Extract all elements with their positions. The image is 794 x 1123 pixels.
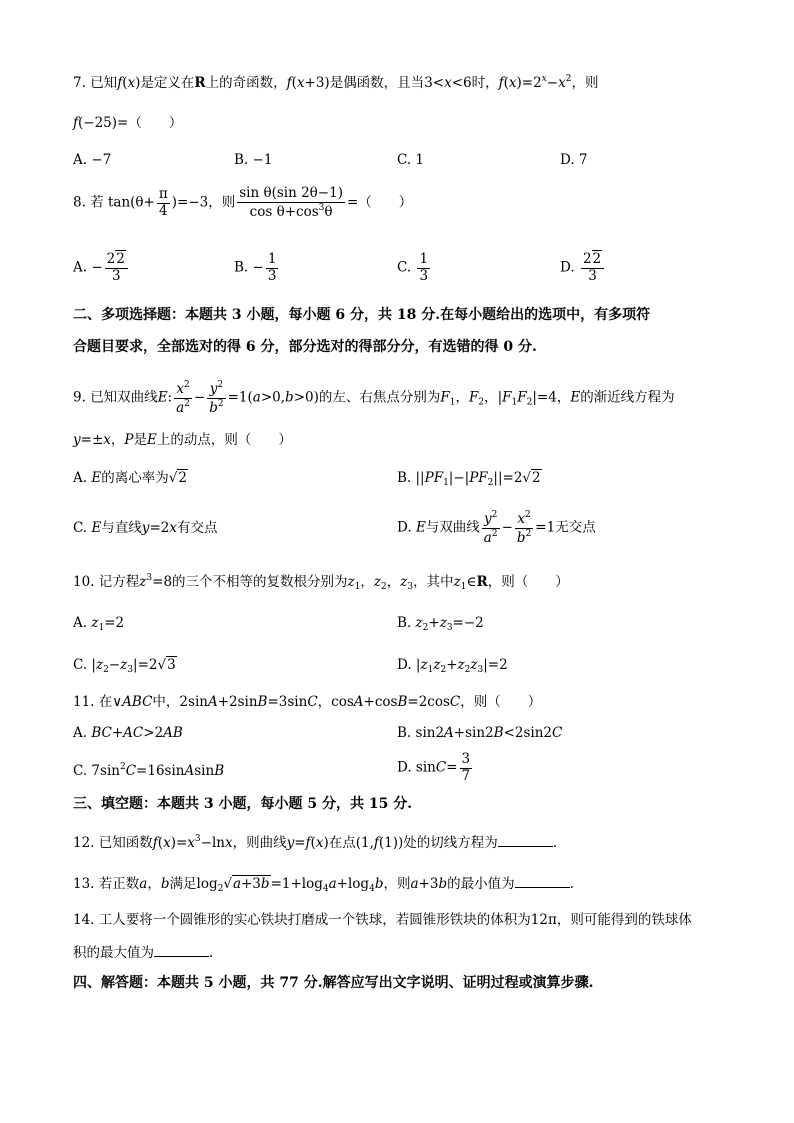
- q11-option-b: B. sin2A+sin2B<2sin2C: [397, 725, 563, 741]
- q13-stem: 13. 若正数a，b满足$\log_2√a+3b=1+\log_4a+\log_4b$，则a+3b的最小值为 .: [73, 876, 574, 894]
- q14-number: 14.: [73, 912, 95, 928]
- q11-option-c: C. $7\sin^2C=16sinAsinB$: [73, 762, 225, 779]
- q13-answer-blank[interactable]: [515, 875, 570, 888]
- q8-option-c: C. $\frac{1}{3}$: [397, 251, 429, 284]
- q9-stem-line2: y=±x，P是E上的动点，则（ ）: [73, 432, 292, 448]
- q12-answer-blank[interactable]: [498, 834, 553, 847]
- q10-option-a: A. $z_1=2$: [73, 615, 125, 633]
- q9-number: 9.: [73, 389, 86, 406]
- q9-stem: 9. 已知双曲线E: $\frac{x^2}{a^2}$ − $\frac{y^2}{b^2}$ =1(a>0,b>0)的左、右焦点分别为$F_1$，$F_2$，$|F_1F_2|=4$，E的渐近线方程为: [73, 380, 675, 416]
- q14-answer-blank[interactable]: [154, 944, 209, 957]
- q12-stem: 12. 已知函数$f(x)=x^3-\ln x$，则曲线y=f(x)在点(1,f(1))处的切线方程为 .: [73, 834, 558, 851]
- q9-option-b: B. $||PF_1|-|PF_2||=2√2$: [397, 470, 541, 488]
- q7-option-c: C. 1: [397, 152, 425, 168]
- q12-number: 12.: [73, 835, 95, 851]
- q7-option-a: A. −7: [73, 152, 112, 168]
- q7-option-d: D. 7: [560, 152, 588, 168]
- q13-number: 13.: [73, 876, 95, 892]
- section-3-heading: 三、填空题：本题共 3 小题，每小题 5 分，共 15 分.: [73, 796, 413, 812]
- q7-stem-line2: f(−25)=（ ）: [73, 115, 183, 131]
- q8-stem: 8. 若 tan(θ+ $\frac{\pi}{4}$ )=−3，则 $\frac{\text{sin θ(sin 2θ−1)}}{\cos \theta+\cos^3\theta}$ =（ ）: [73, 185, 413, 220]
- q10-option-b: B. $z_2+z_3=-2$: [397, 615, 484, 633]
- q8-option-d: D. $\frac{22}{3}$: [560, 252, 606, 284]
- q8-option-b: B. − $\frac{1}{3}$: [234, 251, 277, 284]
- q11-option-d: D. sinC= $\frac{3}{7}$: [397, 751, 471, 784]
- q9-option-a: A. E的离心率为√2: [73, 470, 187, 486]
- q8-option-a: A. − $\frac{22}{3}$: [73, 252, 130, 284]
- q8-number: 8.: [73, 194, 86, 211]
- q11-number: 11.: [73, 694, 95, 710]
- section-2-heading-line2: 合题目要求，全部选对的得 6 分，部分选对的得部分分，有选错的得 0 分.: [73, 339, 537, 355]
- q7-number: 7.: [73, 75, 86, 91]
- q11-stem: 11. 在∨ABC中，2sinA+2sinB=3sinC，cosA+cosB=2cosC，则（ ）: [73, 694, 542, 710]
- q10-option-d: D. $|z_1z_2+z_2z_3|=2$: [397, 657, 508, 675]
- q14-stem-line2: 积的最大值为 .: [73, 945, 214, 961]
- section-2-heading: 二、多项选择题：本题共 3 小题，每小题 6 分，共 18 分.在每小题给出的选项中，有多项符: [73, 307, 651, 323]
- q10-option-c: C. $|z_2-z_3|=2√3$: [73, 657, 176, 675]
- q9-option-c: C. E与直线y=2x有交点: [73, 520, 218, 536]
- q11-option-a: A. BC+AC>2AB: [73, 725, 183, 741]
- q14-stem: 14. 工人要将一个圆锥形的实心铁块打磨成一个铁球，若圆锥形铁块的体积为12π，则可能得到的铁球体: [73, 912, 692, 928]
- q7-option-b: B. −1: [234, 152, 273, 168]
- section-4-heading: 四、解答题：本题共 5 小题，共 77 分.解答应写出文字说明、证明过程或演算步骤.: [73, 975, 594, 991]
- q10-number: 10.: [73, 574, 95, 590]
- q10-stem: 10. 记方程$z^3=8$的三个不相等的复数根分别为$z_1$，$z_2$，$z_3$，其中$z_1\in R$，则（ ）: [73, 573, 569, 592]
- q9-option-d: D. E与双曲线 $\frac{y^2}{a^2}$ − $\frac{x^2}{b^2}$ =1无交点: [397, 510, 596, 546]
- q7-stem: 7. 已知f(x)是定义在R上的奇函数，f(x+3)是偶函数，且当3<x<6时，$f(x)=2^x-x^2$，则: [73, 74, 599, 91]
